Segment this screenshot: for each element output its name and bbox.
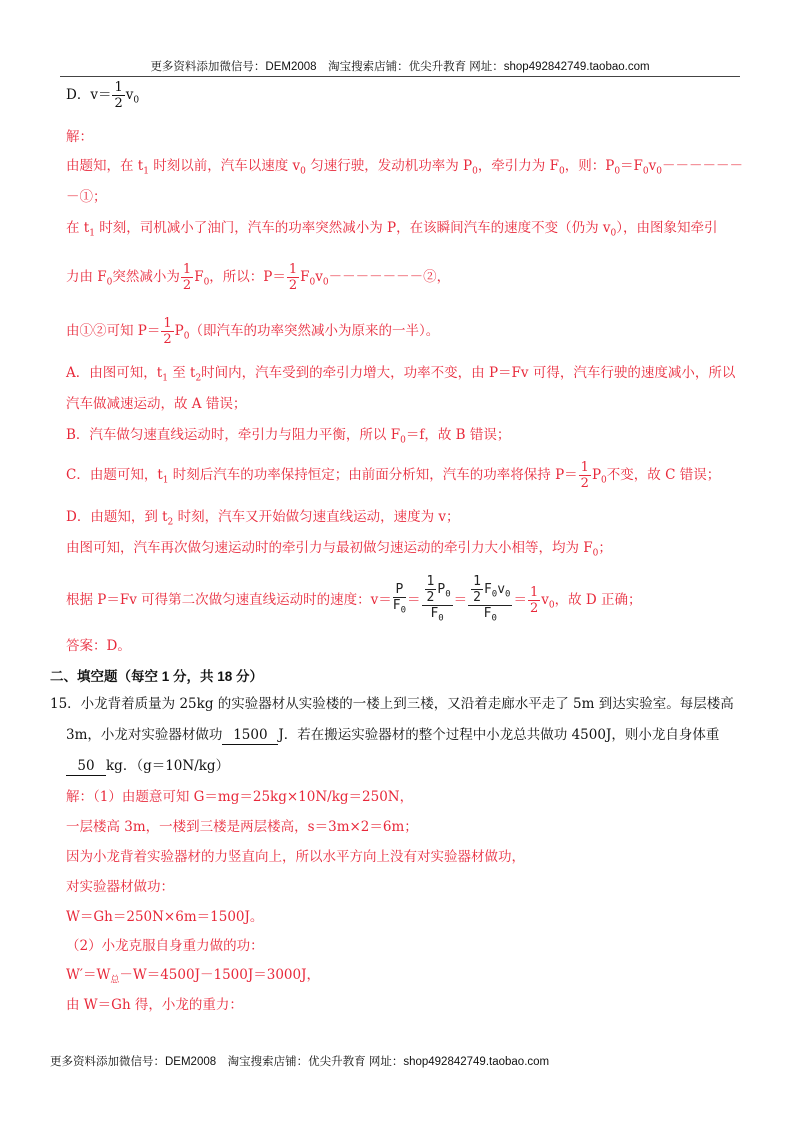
subscript: 0: [592, 548, 599, 559]
subscript: 0: [438, 613, 444, 624]
denominator: 2: [288, 278, 298, 293]
solution-line-6: （2）小龙克服自身重力做的功：: [66, 938, 264, 954]
var: F: [392, 598, 401, 613]
subscript: 0: [445, 589, 451, 600]
subscript: 0: [642, 166, 649, 177]
section-heading: 二、填空题（每空 1 分，共 18 分）: [50, 669, 264, 684]
var: P: [395, 582, 404, 597]
subscript: 0: [610, 228, 617, 239]
text: F: [194, 269, 204, 285]
text: 突然减小为: [112, 269, 180, 285]
subscript: 0: [656, 166, 663, 177]
fraction-half: [181, 262, 193, 293]
denominator: [468, 606, 512, 627]
fraction-halff0v0-over-f0: [468, 574, 512, 627]
denominator: 2: [580, 476, 589, 491]
numerator: 1: [182, 262, 192, 277]
subscript: 0: [400, 435, 406, 446]
denominator: 2: [163, 332, 172, 347]
page-footer: 更多资料添加微信号：DEM2008 淘宝搜索店铺：优尖升教育 网址：shop492842749.taobao.com: [50, 1056, 550, 1068]
subscript: 0: [505, 589, 511, 600]
text: 力由 F: [66, 269, 107, 285]
text: W′＝W: [66, 967, 111, 983]
option-b-line: [66, 426, 510, 450]
solution-line-7: [66, 966, 320, 990]
text: C．由题可知，t: [66, 467, 163, 483]
text: kg．（g＝10N/kg）: [106, 758, 230, 774]
text: 至 t: [167, 365, 196, 381]
subscript: 0: [614, 166, 621, 177]
subscript: 0: [133, 95, 140, 106]
text: 3m，小龙对实验器材做功: [66, 727, 223, 743]
text: ），由图象知牵引: [616, 220, 718, 236]
option-d-sol-3: [66, 574, 642, 627]
answer-blank-2: 50: [66, 757, 106, 776]
equals: ＝: [453, 591, 468, 608]
numerator: 1: [163, 316, 172, 331]
var: P: [437, 582, 446, 597]
question-15-line-1: 15．小龙背着质量为 25kg 的实验器材从实验楼的一楼上到三楼，又沿着走廊水平走了 5m 到达实验室。每层楼高: [50, 696, 734, 712]
para-1-cont: －①；: [66, 189, 107, 205]
subscript: 2: [167, 517, 174, 528]
numerator: 1: [288, 262, 298, 277]
question-15-line-3: [66, 757, 229, 776]
numerator: 1: [114, 80, 123, 95]
subscript: 2: [195, 373, 202, 384]
solution-line-8: 由 W＝Gh 得，小龙的重力：: [66, 997, 243, 1013]
option-a-line-1: [66, 364, 735, 388]
subscript: 总: [110, 975, 120, 986]
subscript: 0: [558, 166, 565, 177]
para-2: [66, 219, 718, 243]
fraction-half: [112, 80, 124, 111]
subscript: 0: [491, 613, 497, 624]
var: F: [483, 606, 492, 621]
numerator: 1: [426, 574, 435, 589]
denominator: [393, 598, 406, 619]
text: －W＝4500J－1500J＝3000J，: [119, 967, 321, 983]
subscript: 1: [89, 228, 95, 239]
subscript: 0: [400, 605, 407, 616]
equals: ＝: [407, 591, 421, 608]
answer-line: 答案：D。: [66, 638, 131, 654]
equals: ＝: [513, 591, 527, 608]
text: 根据 P＝Fv 可得第二次做匀速直线运动时的速度：v＝: [66, 591, 392, 608]
text: 时刻后汽车的功率保持恒定；由前面分析知，汽车的功率将保持 P＝: [168, 467, 578, 483]
option-c-line: [66, 460, 720, 491]
solution-line-3: 因为小龙背着实验器材的力竖直向上，所以水平方向上没有对实验器材做功，: [66, 849, 525, 865]
fraction-halfp0-over-f0: [422, 574, 453, 627]
option-d-text: D．v＝: [66, 87, 112, 103]
numerator: [468, 574, 512, 606]
subscript: 1: [162, 475, 169, 486]
denominator: 2: [426, 590, 435, 605]
subscript: 0: [309, 277, 316, 288]
para-4: [66, 316, 439, 347]
numerator: [393, 582, 406, 598]
text: v: [648, 158, 657, 174]
text: 时刻以前，汽车以速度 v: [148, 158, 301, 174]
solution-line-4: 对实验器材做功：: [66, 879, 174, 895]
subscript: 1: [162, 373, 168, 384]
numerator: [422, 574, 453, 606]
numerator: 1: [529, 584, 539, 600]
page-header: 更多资料添加微信号：DEM2008 淘宝搜索店铺：优尖升教育 网址：shop492842749.taobao.com: [150, 61, 650, 73]
subscript: 0: [203, 277, 210, 288]
option-a-line-2: 汽车做减速运动，故 A 错误；: [66, 396, 247, 412]
solution-line-1: 解：（1）由题意可知 G＝mg＝25kg×10N/kg＝250N，: [66, 789, 414, 805]
fraction-half: [528, 585, 540, 616]
fraction-p-over-f0: [393, 582, 406, 619]
var: v: [497, 582, 506, 597]
para-1: [66, 157, 743, 181]
text: －－－－－－: [662, 158, 744, 174]
text: A．由图可知，t: [66, 365, 163, 381]
var-v: v: [125, 87, 134, 103]
denominator: 2: [473, 590, 481, 605]
text: 匀速行驶，发动机功率为 P: [305, 158, 473, 174]
text: ＝F: [620, 158, 643, 174]
option-d-line: [66, 80, 139, 111]
text: v: [541, 591, 549, 608]
text: ，故 D 正确；: [554, 591, 642, 608]
text: P: [174, 323, 184, 339]
subscript: 0: [472, 166, 478, 177]
text: ，牵引力为 F: [477, 158, 559, 174]
option-d-sol-2: [66, 539, 612, 563]
solution-line-2: 一层楼高 3m，一楼到三楼是两层楼高，s＝3m×2＝6m；: [66, 819, 418, 835]
var: F: [430, 606, 439, 621]
fraction-half: [161, 316, 173, 347]
text: 由题知，在 t: [66, 158, 144, 174]
text: F: [300, 269, 310, 285]
option-d-sol-1: [66, 508, 460, 532]
subscript: 0: [601, 475, 607, 486]
denominator: 2: [529, 600, 539, 616]
solution-line-5: W＝Gh＝250N×6m＝1500J。: [66, 909, 264, 925]
para-3: [66, 262, 450, 293]
text: 在 t: [66, 220, 90, 236]
text: ，则：P: [564, 158, 615, 174]
text: ＝f，故 B 错误；: [405, 427, 511, 443]
subscript: 0: [106, 277, 113, 288]
subscript: 0: [322, 277, 329, 288]
subscript: 0: [491, 589, 498, 600]
text: D．由题知，到 t: [66, 509, 168, 525]
text: v: [315, 269, 323, 285]
subscript: 1: [143, 166, 149, 177]
text: 时刻，司机减小了油门，汽车的功率突然减小为 P，在该瞬间汽车的速度不变（仍为 v: [94, 220, 611, 236]
subscript: 0: [300, 166, 306, 177]
text: ，所以：P＝: [209, 269, 286, 285]
fraction-half: [579, 460, 591, 491]
text: －－－－－－－②，: [328, 269, 451, 285]
denominator: 2: [114, 96, 123, 111]
text: （即汽车的功率突然减小为原来的一半）。: [189, 323, 440, 339]
text: ；: [598, 540, 612, 556]
subscript: 0: [183, 331, 190, 342]
denominator: 2: [182, 278, 192, 293]
text: 时间内，汽车受到的牵引力增大，功率不变，由 P＝Fv 可得，汽车行驶的速度减小，所以: [201, 365, 736, 381]
var: F: [483, 582, 492, 597]
fraction-half: [287, 262, 299, 293]
text: 由图可知，汽车再次做匀速运动时的牵引力与最初做匀速运动的牵引力大小相等，均为 F: [66, 540, 593, 556]
text: J．若在搬运实验器材的整个过程中小龙总共做功 4500J，则小龙自身体重: [278, 727, 720, 743]
text: 不变，故 C 错误；: [606, 467, 721, 483]
text: 由①②可知 P＝: [66, 323, 161, 339]
subscript: 0: [548, 600, 555, 611]
solution-label: 解：: [66, 129, 93, 145]
text: 时刻，汽车又开始做匀速直线运动，速度为 v；: [173, 509, 460, 525]
answer-blank-1: 1500: [222, 726, 278, 745]
numerator: 1: [580, 460, 589, 475]
text: P: [591, 467, 602, 483]
denominator: [422, 606, 453, 627]
text: B．汽车做匀速直线运动时，牵引力与阻力平衡，所以 F: [66, 427, 401, 443]
fraction-half: [425, 574, 437, 605]
fraction-half: [471, 574, 483, 605]
question-15-line-2: [66, 726, 719, 745]
header-divider: [60, 76, 740, 77]
numerator: 1: [473, 574, 481, 589]
